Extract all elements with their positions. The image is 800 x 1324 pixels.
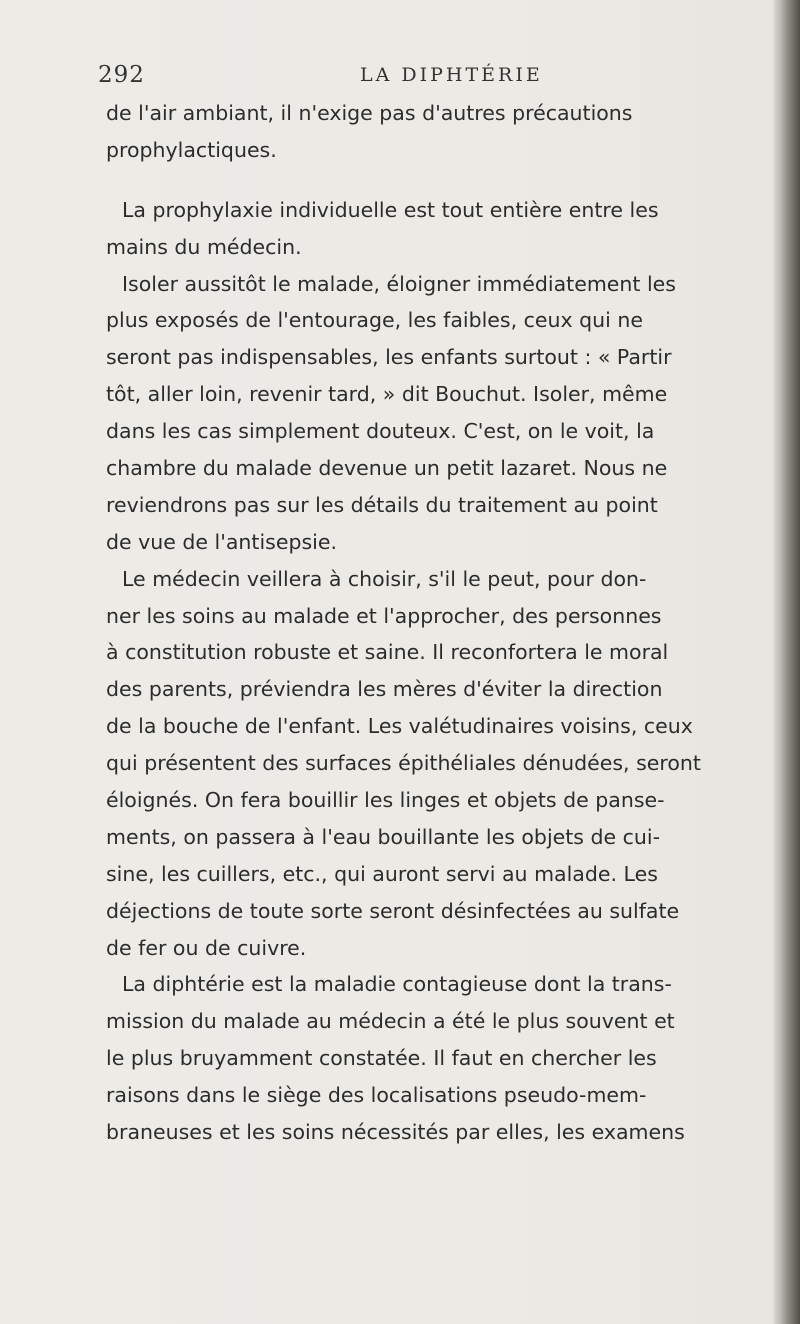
text-line <box>122 966 702 1003</box>
text-line <box>106 1114 702 1151</box>
text-line-content: raisons dans le siège des localisations pseudo-mem- <box>106 1083 647 1108</box>
text-line <box>106 95 702 132</box>
text-line-content: de la bouche de l'enfant. Les valétudinaires voisins, ceux <box>106 714 693 739</box>
text-line <box>106 856 702 893</box>
text-line <box>106 1077 702 1114</box>
text-line-content: seront pas indispensables, les enfants surtout : « Partir <box>106 345 672 370</box>
text-line <box>106 745 702 782</box>
text-line <box>106 708 702 745</box>
text-line-content: mission du malade au médecin a été le plus souvent et <box>106 1009 675 1034</box>
text-line-content: prophylactiques. <box>106 137 277 162</box>
text-line <box>106 782 702 819</box>
text-line-content: ner les soins au malade et l'approcher, des personnes <box>106 603 662 628</box>
text-line-content: dans les cas simplement douteux. C'est, on le voit, la <box>106 419 655 444</box>
running-title: LA DIPHTÉRIE <box>360 64 543 86</box>
text-line-content: reviendrons pas sur les détails du traitement au point <box>106 492 658 517</box>
book-spine <box>778 0 800 1324</box>
paragraph-gap <box>122 169 702 192</box>
text-line-content: La prophylaxie individuelle est tout entière entre les <box>122 197 659 222</box>
text-line-content: déjections de toute sorte seront désinfectées au sulfate <box>106 898 680 923</box>
text-line <box>106 1040 702 1077</box>
text-line <box>106 524 702 561</box>
text-line-content: de fer ou de cuivre. <box>106 935 307 960</box>
text-line-content: braneuses et les soins nécessités par elles, les examens <box>106 1120 685 1145</box>
text-line <box>106 671 702 708</box>
text-line-content: qui présentent des surfaces épithéliales dénudées, seront <box>106 751 701 776</box>
text-line <box>106 413 702 450</box>
text-line-content: éloignés. On fera bouillir les linges et objets de panse- <box>106 788 665 813</box>
text-line <box>122 561 702 598</box>
text-line <box>106 893 702 930</box>
text-line-content: plus exposés de l'entourage, les faibles, ceux qui ne <box>106 308 643 333</box>
text-line-content: Isoler aussitôt le malade, éloigner immédiatement les <box>122 271 676 296</box>
page-number: 292 <box>98 62 145 88</box>
text-line-content: le plus bruyamment constatée. Il faut en chercher les <box>106 1046 657 1071</box>
text-line <box>106 1003 702 1040</box>
text-line <box>122 266 702 303</box>
text-line-content: de vue de l'antisepsie. <box>106 529 337 554</box>
text-line <box>106 487 702 524</box>
text-line-content: à constitution robuste et saine. Il reconfortera le moral <box>106 640 669 665</box>
text-line <box>106 930 702 967</box>
text-line-content: Le médecin veillera à choisir, s'il le peut, pour don- <box>122 566 647 591</box>
text-line <box>106 634 702 671</box>
page-header <box>98 62 698 92</box>
text-line <box>106 450 702 487</box>
text-line-content: tôt, aller loin, revenir tard, » dit Bouchut. Isoler, même <box>106 382 668 407</box>
text-line-content: de l'air ambiant, il n'exige pas d'autres précautions <box>106 101 633 125</box>
text-line <box>106 339 702 376</box>
text-line-content: des parents, préviendra les mères d'éviter la direction <box>106 677 663 702</box>
text-line-content: La diphtérie est la maladie contagieuse dont la trans- <box>122 972 672 997</box>
text-line <box>106 376 702 413</box>
text-line <box>106 132 702 169</box>
text-line-content: mains du médecin. <box>106 234 302 259</box>
text-line <box>106 819 702 856</box>
text-line <box>106 302 702 339</box>
text-line <box>106 598 702 635</box>
text-line-content: ments, on passera à l'eau bouillante les objets de cui- <box>106 824 660 849</box>
text-line-content: sine, les cuillers, etc., qui auront servi au malade. Les <box>106 861 658 886</box>
text-line <box>106 229 702 266</box>
text-line <box>122 192 702 229</box>
body-text <box>106 95 702 1151</box>
text-line-content: chambre du malade devenue un petit lazaret. Nous ne <box>106 456 668 481</box>
